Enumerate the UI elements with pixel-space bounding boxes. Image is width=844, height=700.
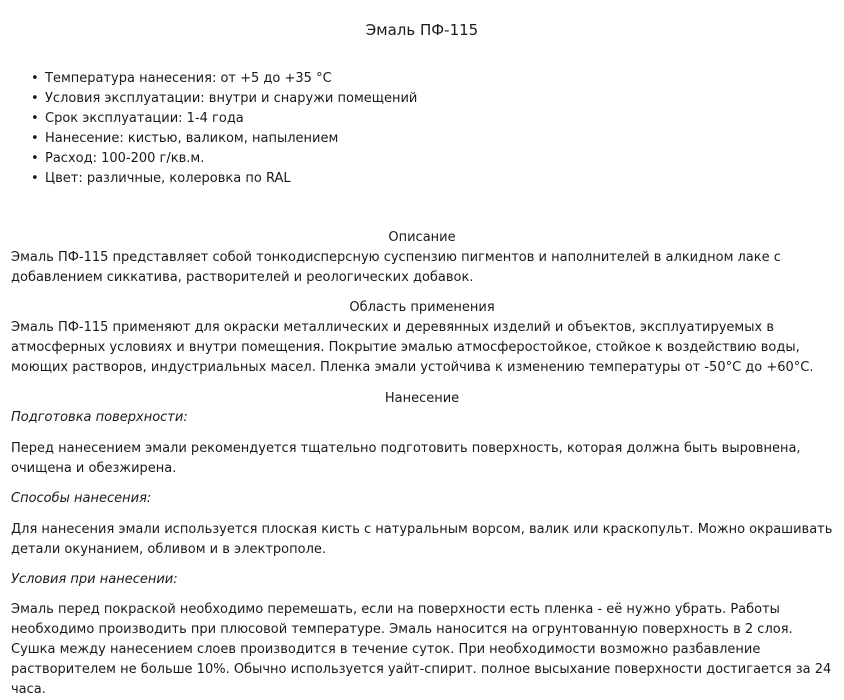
list-item (31, 169, 417, 189)
bullet-icon: • (31, 91, 39, 106)
list-item (31, 129, 417, 149)
property-text: Срок эксплуатации: 1-4 года (45, 111, 244, 126)
bullet-icon: • (31, 131, 39, 146)
conditions-text: Эмаль перед покраской необходимо перемешать, если на поверхности есть пленка - её нужно убрать. Работы необходимо производить при плюсовой температуре. Эмаль наносится на огрунтованную поверхность в 2 слоя. Сушка между нанесением слоев производится в течение суток. При необходимости возможно разбавление растворителем не больше 10%. Обычно используется уайт-спирит. полное высыхание поверхности достигается за 24 часа. (11, 602, 832, 697)
property-text: Расход: 100-200 г/кв.м. (45, 151, 205, 166)
property-text: Условия эксплуатации: внутри и снаружи помещений (45, 91, 418, 106)
bullet-icon: • (31, 111, 39, 126)
property-text: Температура нанесения: от +5 до +35 °C (45, 71, 332, 86)
conditions-label: Условия при нанесении: (11, 572, 178, 587)
properties-list (31, 69, 417, 189)
bullet-icon: • (31, 171, 39, 186)
methods-text: Для нанесения эмали используется плоская кисть с натуральным ворсом, валик или краскопульт. Можно окрашивать детали окунанием, обливом и в электрополе. (11, 522, 833, 557)
list-item (31, 89, 417, 109)
surface-prep-label: Подготовка поверхности: (11, 410, 188, 425)
bullet-icon: • (31, 151, 39, 166)
usage-heading: Область применения (349, 300, 495, 315)
property-text: Нанесение: кистью, валиком, напылением (45, 131, 339, 146)
page-title: Эмаль ПФ-115 (365, 21, 479, 39)
description-text: Эмаль ПФ-115 представляет собой тонкодисперсную суспензию пигментов и наполнителей в алкидном лаке с добавлением сиккатива, растворителей и реологических добавок. (11, 250, 781, 285)
property-text: Цвет: различные, колеровка по RAL (45, 171, 291, 186)
usage-text: Эмаль ПФ-115 применяют для окраски металлических и деревянных изделий и объектов, эксплуатируемых в атмосферных условиях и внутри помещения. Покрытие эмалью атмосферостойкое, стойкое к воздействию воды, моющих растворов, индустриальных масел. Пленка эмали устойчива к изменению температуры от -50°C до +60°C. (11, 320, 814, 375)
list-item (31, 69, 417, 89)
list-item (31, 149, 417, 169)
bullet-icon: • (31, 71, 39, 86)
list-item (31, 109, 417, 129)
description-heading: Описание (388, 230, 456, 245)
methods-label: Способы нанесения: (11, 491, 152, 506)
application-heading: Нанесение (384, 391, 460, 406)
surface-prep-text: Перед нанесением эмали рекомендуется тщательно подготовить поверхность, которая должна быть выровнена, очищена и обезжирена. (11, 441, 801, 476)
